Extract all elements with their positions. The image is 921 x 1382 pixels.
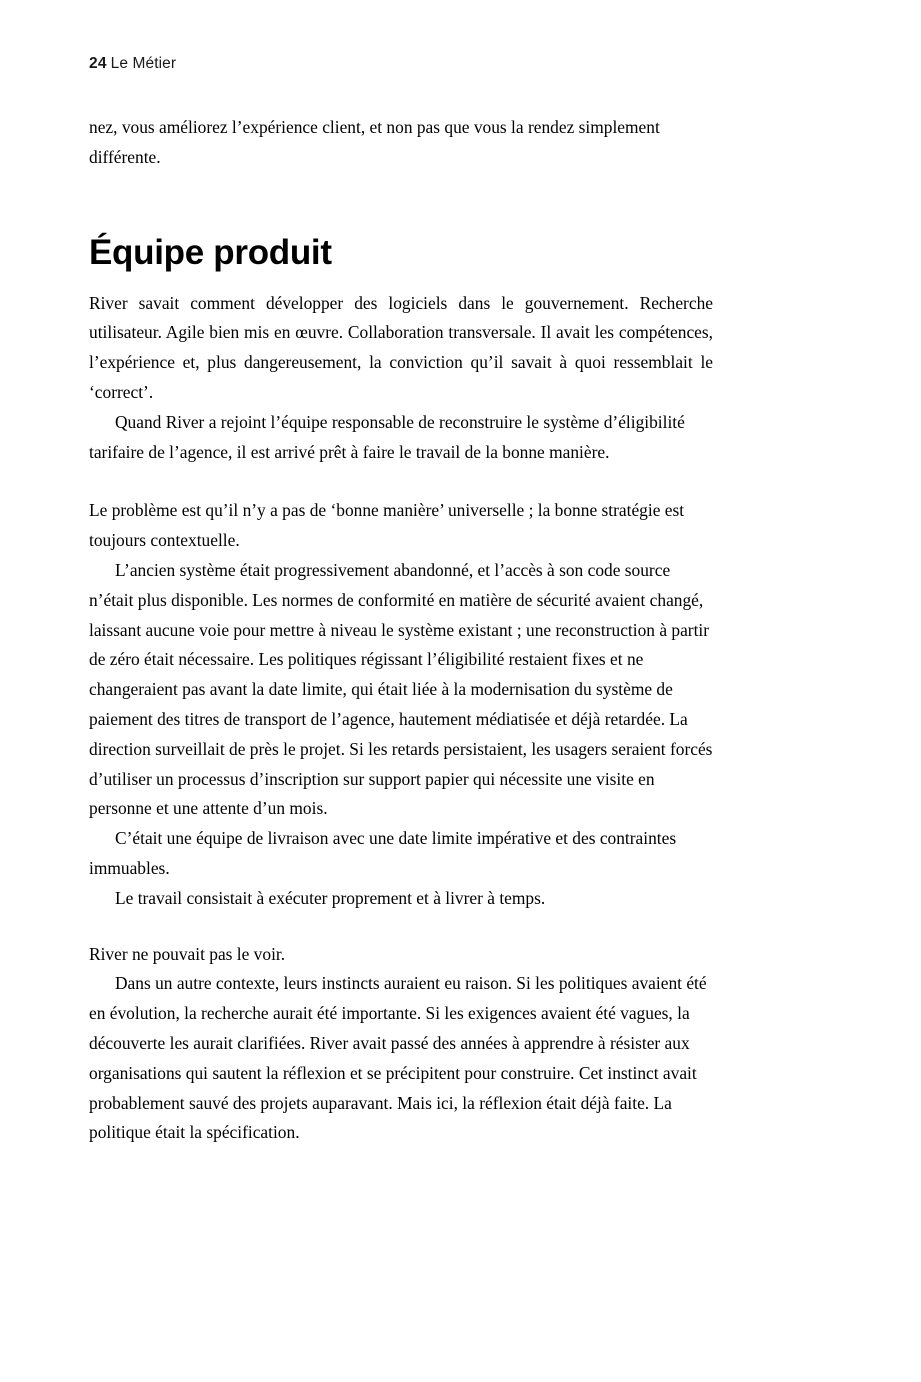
continued-paragraph: nez, vous améliorez l’expérience client, et non pas que vous la rendez simplement différente.: [89, 117, 660, 167]
paragraph-p1: River savait comment développer des logiciels dans le gouvernement. Recherche utilisateur. Agile bien mis en œuvre. Collaboration transversale. Il avait les compétences, l’expérience et, plus dangereusement, la conviction qu’il savait à quoi ressemblait le ‘correct’.: [89, 292, 713, 402]
paragraph-p8: Dans un autre contexte, leurs instincts auraient eu raison. Si les politiques avaient été en évolution, la recherche aurait été importante. Si les exigences avaient été vagues, la découverte les aurait clarifiées. River avait passé des années à apprendre à résister aux organisations qui sautent la réflexion et se précipitent pour construire. Cet instinct avait probablement sauvé des projets auparavant. Mais ici, la réflexion était déjà faite. La politique était la spécification.: [89, 973, 707, 1143]
paragraph-p4: L’ancien système était progressivement abandonné, et l’accès à son code source n’était plus disponible. Les normes de conformité en matière de sécurité avaient changé, laissant aucune voie pour mettre à niveau le système existant ; une reconstruction à partir de zéro était nécessaire. Les politiques régissant l’éligibilité restaient fixes et ne changeraient pas avant la date limite, qui était liée à la modernisation du système de paiement des titres de transport de l’agence, hautement médiatisée et déjà retardée. La direction surveillait de près le projet. Si les retards persistaient, les usagers seraient forcés d’utiliser un processus d’inscription sur support papier qui nécessite une visite en personne et une attente d’un mois.: [89, 559, 713, 819]
spacer-after-heading: [89, 273, 713, 289]
book-title: Le Métier: [110, 55, 177, 72]
page-number: 24: [89, 55, 107, 72]
paragraph-block-gap-2: [89, 914, 713, 940]
paragraph-p3: Le problème est qu’il n’y a pas de ‘bonne manière’ universelle ; la bonne stratégie est toujours contextuelle.: [89, 500, 685, 551]
paragraph-p5: C’était une équipe de livraison avec une date limite impérative et des contraintes immuables.: [89, 828, 677, 878]
running-header: [89, 54, 176, 74]
paragraph-p6: Le travail consistait à exécuter proprement et à livrer à temps.: [115, 887, 546, 908]
section-heading: Équipe produit: [89, 232, 332, 272]
paragraph-p2: Quand River a rejoint l’équipe responsable de reconstruire le système d’éligibilité tarifaire de l’agence, il est arrivé prêt à faire le travail de la bonne manière.: [89, 411, 685, 462]
paragraph-p7: River ne pouvait pas le voir.: [89, 943, 286, 964]
text-column: [89, 113, 713, 1148]
spacer-before-heading: [89, 173, 713, 233]
paragraph-block-gap-1: [89, 467, 713, 496]
